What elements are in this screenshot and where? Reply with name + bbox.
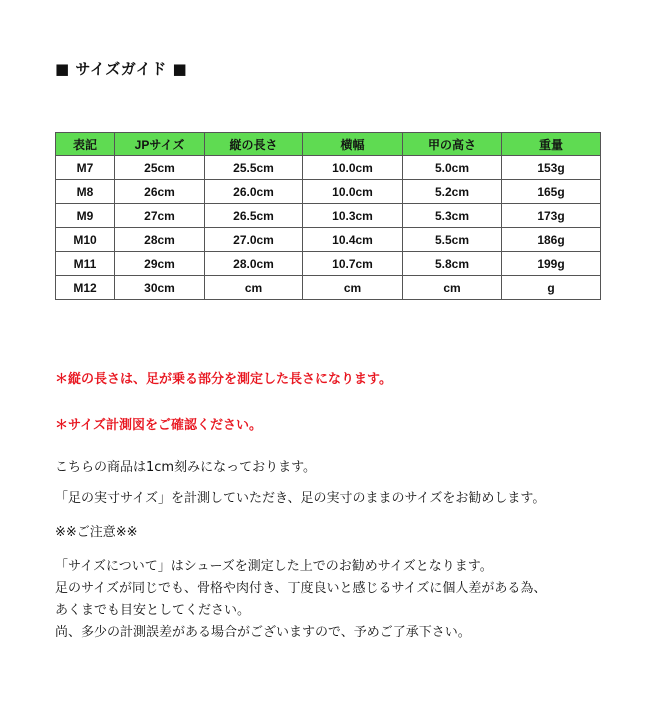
- caution-line: 足のサイズが同じでも、骨格や肉付き、丁度良いと感じるサイズに個人差がある為、: [55, 581, 547, 596]
- table-row: [56, 228, 601, 252]
- table-cell: cm: [303, 276, 403, 300]
- table-row: [56, 276, 601, 300]
- table-cell: M12: [56, 276, 115, 300]
- table-cell: 27cm: [115, 204, 205, 228]
- caution-line: 尚、多少の計測誤差がある場合がございますので、予めご了承下さい。: [55, 625, 471, 640]
- header-cell: 甲の高さ: [403, 133, 502, 156]
- table-header-row: [56, 133, 601, 156]
- table-row: [56, 204, 601, 228]
- header-cell: 縦の長さ: [205, 133, 303, 156]
- table-cell: 28cm: [115, 228, 205, 252]
- caution-line: あくまでも目安としてください。: [55, 603, 251, 618]
- table-cell: 5.8cm: [403, 252, 502, 276]
- increment-text: こちらの商品は1cm刻みになっております。: [55, 460, 317, 475]
- table-cell: 10.0cm: [303, 156, 403, 180]
- table-row: [56, 252, 601, 276]
- table-cell: cm: [205, 276, 303, 300]
- table-cell: M9: [56, 204, 115, 228]
- table-cell: 25.5cm: [205, 156, 303, 180]
- size-guide-heading: ■ サイズガイド ■: [55, 60, 188, 78]
- table-cell: 153g: [502, 156, 601, 180]
- recommendation-text: 「足の実寸サイズ」を計測していただき、足の実寸のままのサイズをお勧めします。: [55, 491, 546, 506]
- table-cell: 165g: [502, 180, 601, 204]
- table-row: [56, 180, 601, 204]
- measurement-chart-note: ＊サイズ計測図をご確認ください。: [55, 418, 262, 433]
- table-cell: 5.5cm: [403, 228, 502, 252]
- table-cell: M7: [56, 156, 115, 180]
- table-cell: M8: [56, 180, 115, 204]
- table-cell: 10.7cm: [303, 252, 403, 276]
- table-cell: 28.0cm: [205, 252, 303, 276]
- table-cell: cm: [403, 276, 502, 300]
- table-cell: 5.2cm: [403, 180, 502, 204]
- table-cell: g: [502, 276, 601, 300]
- table-cell: 25cm: [115, 156, 205, 180]
- table-cell: 29cm: [115, 252, 205, 276]
- header-cell: 表記: [56, 133, 115, 156]
- length-note: ＊縦の長さは、足が乗る部分を測定した長さになります。: [55, 372, 392, 387]
- table-cell: 5.3cm: [403, 204, 502, 228]
- caution-heading: ※※ご注意※※: [55, 525, 138, 540]
- table-cell: 199g: [502, 252, 601, 276]
- table-cell: 26.5cm: [205, 204, 303, 228]
- table-cell: M10: [56, 228, 115, 252]
- table-cell: 10.4cm: [303, 228, 403, 252]
- table-cell: 10.3cm: [303, 204, 403, 228]
- table-cell: 5.0cm: [403, 156, 502, 180]
- size-table: [55, 132, 601, 300]
- table-cell: 27.0cm: [205, 228, 303, 252]
- table-cell: 26cm: [115, 180, 205, 204]
- table-cell: 173g: [502, 204, 601, 228]
- table-row: [56, 156, 601, 180]
- table-cell: 30cm: [115, 276, 205, 300]
- table-cell: 26.0cm: [205, 180, 303, 204]
- header-cell: JPサイズ: [115, 133, 205, 156]
- table-cell: M11: [56, 252, 115, 276]
- header-cell: 横幅: [303, 133, 403, 156]
- caution-line: 「サイズについて」はシューズを測定した上でのお勧めサイズとなります。: [55, 559, 493, 574]
- header-cell: 重量: [502, 133, 601, 156]
- table-cell: 186g: [502, 228, 601, 252]
- table-cell: 10.0cm: [303, 180, 403, 204]
